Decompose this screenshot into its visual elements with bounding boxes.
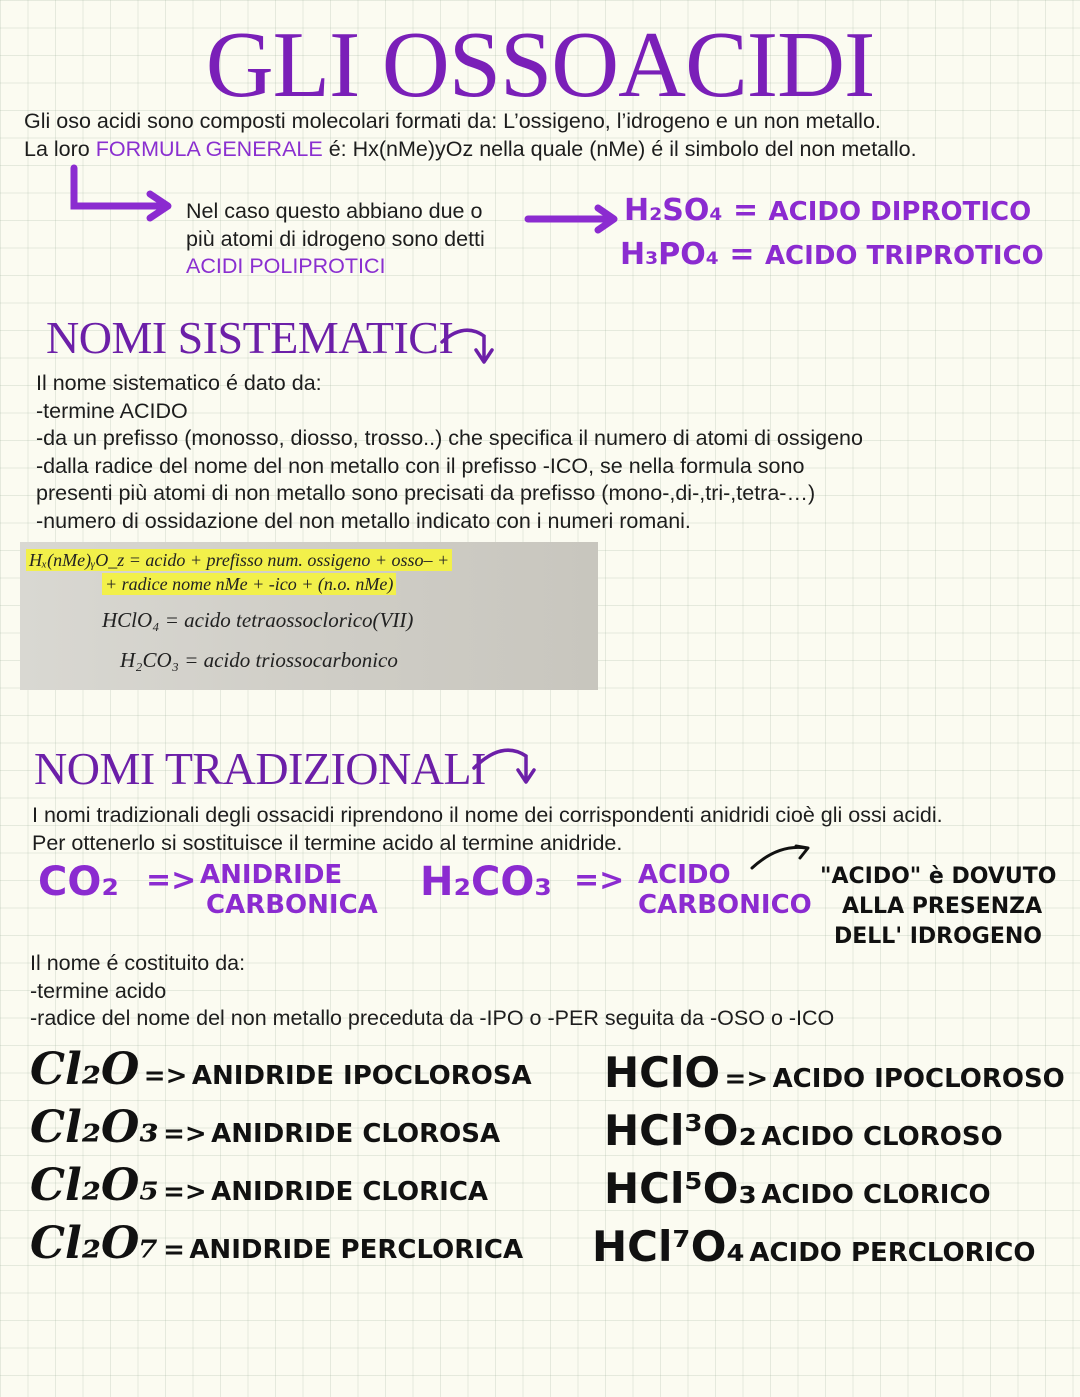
intro-paragraph bbox=[24, 108, 917, 163]
right-arrow-icon bbox=[524, 204, 620, 234]
anhydride-row-4: Cl₂O₇ = ANIDRIDE PERCLORICA bbox=[30, 1218, 524, 1269]
acid-row-2: HCl³O₂ ACIDO CLOROSO bbox=[604, 1106, 1003, 1155]
polyprotic-term: ACIDI POLIPROTICI bbox=[186, 254, 386, 279]
h2co3-formula: H₂CO₃ bbox=[420, 859, 552, 905]
systematic-rules: Il nome sistematico é dato da: -termine ACIDO -da un prefisso (monosso, diosso, trosso..) che specifica il numero di atomi di ossigeno -dalla radice del nome del non metallo con il prefisso -ICO, se nella formula sono presenti più atomi di non metallo sono precisati da prefisso (mono-,di-,tri-,tetra-…) -numero di ossidazione del non metallo indicato con i numeri romani. bbox=[36, 371, 863, 533]
acid-row-3: HCl⁵O₃ ACIDO CLORICO bbox=[604, 1164, 991, 1213]
rule-line-1: Hₓ(nMe)ᵧO_z = acido + prefisso num. ossigeno + osso– + bbox=[26, 549, 452, 571]
acid-row-4: HCl⁷O₄ ACIDO PERCLORICO bbox=[592, 1222, 1036, 1271]
intro-line-1: Gli oso acidi sono composti molecolari formati da: L’ossigeno, l’idrogeno e un non metallo. bbox=[24, 109, 881, 133]
page-title: GLI OSSOACIDI bbox=[205, 13, 875, 117]
h2co3-name-line-1: ACIDO bbox=[638, 860, 731, 890]
co2-arrow: => bbox=[146, 863, 197, 898]
co2-name-line-2: CARBONICA bbox=[206, 890, 378, 920]
example-h2co3: H₂CO₃ = acido triossocarbonico bbox=[120, 648, 398, 672]
note-line-3: DELL' IDROGENO bbox=[834, 924, 1043, 949]
co2-formula: CO₂ bbox=[38, 859, 119, 905]
traditional-composition: Il nome é costituito da: -termine acido -radice del nome del non metallo preceduta da -IPO o -PER seguita da -OSO o -ICO bbox=[30, 951, 835, 1031]
curved-arrow-icon bbox=[436, 318, 502, 368]
intro-line-2: La loro FORMULA GENERALE é: Hx(nMe)yOz nella quale (nMe) é il simbolo del non metallo. bbox=[24, 136, 917, 161]
polyprotic-example-1: H₂SO₄ = ACIDO DIPROTICO bbox=[624, 193, 1032, 228]
traditional-intro: I nomi tradizionali degli ossacidi riprendono il nome dei corrispondenti anidridi cioè gli ossi acidi. Per ottenerlo si sostituisce il termine acido al termine anidride. bbox=[32, 803, 943, 855]
h2co3-name-line-2: CARBONICO bbox=[638, 890, 812, 920]
anhydride-row-2: Cl₂O₃ => ANIDRIDE CLOROSA bbox=[30, 1102, 501, 1153]
polyprotic-note: Nel caso questo abbiano due o più atomi di idrogeno sono detti ACIDI POLIPROTICI bbox=[186, 198, 485, 281]
curved-arrow-icon bbox=[468, 742, 544, 788]
anhydride-row-1: Cl₂O => ANIDRIDE IPOCLOROSA bbox=[30, 1044, 532, 1095]
section-heading-systematic: NOMI SISTEMATICI bbox=[46, 312, 454, 363]
elbow-arrow-icon bbox=[60, 164, 180, 224]
h2co3-arrow: => bbox=[574, 863, 625, 898]
polyprotic-example-2: H₃PO₄ = ACIDO TRIPROTICO bbox=[620, 237, 1044, 272]
section-heading-traditional: NOMI TRADIZIONALI bbox=[34, 743, 486, 794]
general-formula-label: FORMULA GENERALE bbox=[95, 136, 323, 161]
co2-name-line-1: ANIDRIDE bbox=[200, 860, 343, 890]
note-arrow-icon bbox=[748, 838, 818, 878]
note-line-2: ALLA PRESENZA bbox=[842, 894, 1043, 919]
textbook-excerpt bbox=[20, 542, 598, 690]
rule-line-2: + radice nome nMe + -ico + (n.o. nMe) bbox=[102, 573, 396, 595]
acid-row-1: HClO => ACIDO IPOCLOROSO bbox=[604, 1048, 1065, 1097]
example-hclo4: HClO₄ = acido tetraossoclorico(VII) bbox=[102, 608, 414, 632]
anhydride-row-3: Cl₂O₅ => ANIDRIDE CLORICA bbox=[30, 1160, 489, 1211]
note-line-1: "ACIDO" è DOVUTO bbox=[820, 864, 1057, 889]
